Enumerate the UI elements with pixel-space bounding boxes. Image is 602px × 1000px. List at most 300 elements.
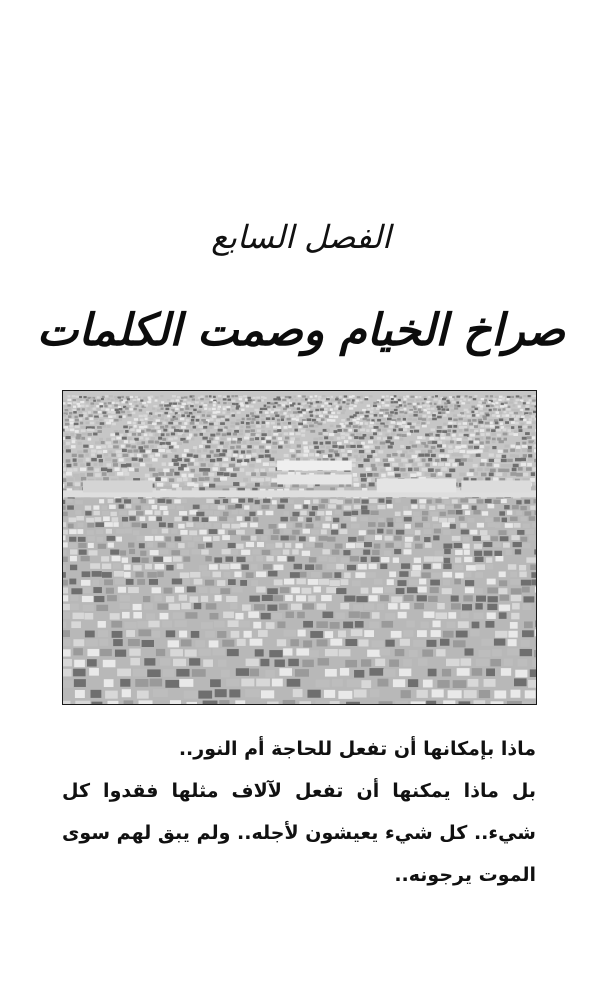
tent xyxy=(344,395,347,397)
tent xyxy=(455,550,463,555)
tent xyxy=(340,603,349,609)
tent xyxy=(418,408,421,410)
tent xyxy=(309,446,313,449)
tent xyxy=(290,449,295,452)
tent xyxy=(98,544,106,549)
tent xyxy=(105,395,109,397)
tent xyxy=(295,523,302,528)
tent xyxy=(66,464,71,468)
tent xyxy=(89,417,93,420)
tent xyxy=(354,483,360,487)
tent xyxy=(450,398,454,400)
tent xyxy=(423,412,426,414)
tent xyxy=(332,441,337,444)
tent xyxy=(403,428,407,431)
tent xyxy=(429,433,433,436)
tent xyxy=(215,500,220,504)
tent xyxy=(414,408,417,410)
tent xyxy=(256,418,259,421)
tent xyxy=(80,473,85,477)
tent xyxy=(169,446,173,449)
tent xyxy=(465,648,474,655)
tent xyxy=(166,499,171,503)
tent xyxy=(372,587,383,593)
tent xyxy=(290,639,299,646)
tent xyxy=(534,407,536,409)
tent xyxy=(152,631,161,638)
tent xyxy=(63,402,65,404)
tent xyxy=(235,504,241,508)
tent xyxy=(75,510,81,514)
tent xyxy=(427,411,430,413)
tent xyxy=(491,536,498,541)
tent xyxy=(287,556,294,561)
tent xyxy=(127,433,131,436)
tent xyxy=(260,469,265,473)
tent xyxy=(222,524,230,529)
tent xyxy=(228,505,236,509)
tent xyxy=(375,446,380,449)
tent xyxy=(183,440,188,443)
tent xyxy=(64,446,69,449)
tent xyxy=(408,411,412,413)
tent xyxy=(256,459,261,462)
tent xyxy=(145,399,149,401)
tent xyxy=(511,613,519,619)
tent xyxy=(191,419,194,422)
tent xyxy=(222,411,225,413)
tent xyxy=(474,425,478,428)
tent xyxy=(386,395,389,397)
tent xyxy=(267,433,271,436)
tent xyxy=(166,472,173,476)
tent xyxy=(174,445,179,448)
tent xyxy=(402,473,407,477)
tent xyxy=(153,415,157,418)
tent xyxy=(217,580,225,586)
tent xyxy=(209,484,215,488)
tent xyxy=(318,396,321,398)
tent xyxy=(226,679,239,687)
tent xyxy=(363,550,370,555)
tent xyxy=(532,436,536,439)
tent xyxy=(181,397,184,399)
tent xyxy=(448,422,453,425)
tent xyxy=(99,639,108,646)
tent xyxy=(457,453,463,456)
tent xyxy=(129,510,137,514)
tent xyxy=(334,430,338,433)
tent xyxy=(241,462,247,466)
tent xyxy=(102,511,109,515)
tent xyxy=(330,437,334,440)
tent xyxy=(366,449,371,452)
tent xyxy=(286,405,289,407)
tent xyxy=(498,468,504,472)
tent xyxy=(508,631,517,638)
tent xyxy=(70,433,74,436)
tent xyxy=(480,445,484,448)
tent xyxy=(364,445,370,448)
tent xyxy=(369,564,377,570)
tent xyxy=(66,449,71,452)
tent xyxy=(160,658,170,665)
tent xyxy=(145,564,152,570)
tent xyxy=(499,605,510,611)
tent xyxy=(203,449,207,452)
tent xyxy=(433,621,441,628)
tent xyxy=(324,408,327,410)
tent xyxy=(486,405,490,407)
tent xyxy=(251,458,255,461)
tent xyxy=(322,612,333,618)
tent xyxy=(188,398,191,400)
tent xyxy=(115,398,118,400)
tent xyxy=(174,429,179,432)
tent xyxy=(281,535,289,540)
tent xyxy=(332,549,340,554)
tent xyxy=(128,639,140,646)
tent xyxy=(218,659,227,666)
tent xyxy=(181,639,192,646)
tent xyxy=(472,450,478,453)
tent xyxy=(155,564,164,570)
tent xyxy=(335,613,344,619)
tent xyxy=(519,565,526,571)
tent xyxy=(288,422,291,425)
tent xyxy=(114,404,118,406)
tent xyxy=(198,458,204,461)
tent xyxy=(194,434,198,437)
tent xyxy=(95,522,104,527)
tent xyxy=(309,425,314,428)
tent xyxy=(212,408,216,410)
tent xyxy=(454,504,462,508)
tent xyxy=(422,402,425,404)
tent xyxy=(290,437,295,440)
tent xyxy=(278,445,283,448)
tent xyxy=(473,464,478,468)
tent xyxy=(493,408,497,410)
tent xyxy=(318,658,330,665)
tent xyxy=(329,557,336,562)
tent xyxy=(404,398,407,400)
tent xyxy=(86,405,89,407)
tent xyxy=(345,499,352,503)
tent xyxy=(461,530,469,535)
tent xyxy=(268,430,271,433)
tent xyxy=(512,603,520,609)
tent xyxy=(265,477,270,481)
tent xyxy=(359,436,365,439)
tent xyxy=(302,551,310,556)
tent xyxy=(176,669,189,677)
tent xyxy=(344,572,351,578)
tent xyxy=(501,459,507,462)
tent xyxy=(471,411,474,413)
tent xyxy=(69,543,77,548)
tent xyxy=(313,499,319,503)
tent xyxy=(143,506,149,510)
tent xyxy=(296,595,306,601)
tent xyxy=(136,506,141,510)
tent xyxy=(414,558,421,563)
tent xyxy=(437,408,440,410)
tent xyxy=(353,405,356,407)
tent xyxy=(227,468,234,472)
tent xyxy=(361,505,367,509)
tent xyxy=(91,458,97,461)
tent xyxy=(107,425,111,428)
tent xyxy=(286,415,289,418)
tent xyxy=(396,530,404,535)
tent xyxy=(522,442,526,445)
tent xyxy=(115,402,119,404)
tent xyxy=(146,450,151,453)
tent xyxy=(486,564,493,570)
tent xyxy=(307,690,320,698)
tent xyxy=(500,595,510,601)
tent xyxy=(387,436,392,439)
tent xyxy=(64,405,68,407)
tent xyxy=(420,399,423,401)
tent xyxy=(473,472,478,476)
tent xyxy=(331,530,338,535)
tent xyxy=(195,404,198,406)
tent xyxy=(503,419,506,422)
tent xyxy=(252,449,256,452)
tent xyxy=(188,542,195,547)
tent xyxy=(443,423,446,426)
tent xyxy=(102,572,112,578)
tent xyxy=(440,512,446,516)
tent xyxy=(487,587,498,593)
tent xyxy=(209,395,211,397)
tent xyxy=(218,429,223,432)
tent xyxy=(78,454,83,457)
tent xyxy=(76,398,79,400)
tent xyxy=(380,469,386,473)
tent xyxy=(215,437,219,440)
tent xyxy=(519,411,522,413)
tent xyxy=(251,580,258,586)
tent xyxy=(245,398,248,400)
tent xyxy=(450,404,453,406)
tent xyxy=(184,458,189,461)
tent xyxy=(291,604,302,610)
tent xyxy=(422,511,428,515)
tent xyxy=(476,659,490,666)
tent xyxy=(145,536,154,541)
tent xyxy=(264,530,270,535)
tent xyxy=(437,603,445,609)
tent xyxy=(354,429,358,432)
tent xyxy=(231,441,236,444)
tent xyxy=(488,596,498,602)
tent xyxy=(320,442,324,445)
tent xyxy=(295,543,302,548)
tent xyxy=(194,603,201,609)
tent xyxy=(253,622,261,629)
tent xyxy=(177,478,182,482)
tent xyxy=(257,542,264,547)
tent xyxy=(531,415,535,418)
tent xyxy=(175,408,179,410)
tent xyxy=(348,453,352,456)
tent xyxy=(181,499,187,503)
tent xyxy=(532,399,536,401)
tent xyxy=(511,535,519,540)
tent xyxy=(371,557,380,562)
tent xyxy=(187,482,194,486)
tent xyxy=(192,411,196,413)
tent xyxy=(328,504,336,508)
tent xyxy=(197,450,201,453)
tent xyxy=(184,396,188,398)
tent xyxy=(456,478,462,482)
tent xyxy=(487,504,494,508)
tent xyxy=(334,450,338,453)
tent xyxy=(481,433,485,436)
tent xyxy=(129,649,140,656)
tent xyxy=(448,612,456,618)
tent xyxy=(251,472,256,476)
tent xyxy=(498,409,501,411)
tent xyxy=(106,438,111,441)
tent xyxy=(350,445,355,448)
tent xyxy=(223,499,228,503)
tent xyxy=(395,512,401,516)
tent xyxy=(245,402,248,404)
tent xyxy=(214,523,220,528)
tent xyxy=(203,659,213,666)
tent xyxy=(148,440,154,443)
tent xyxy=(180,530,187,535)
tent xyxy=(290,404,294,406)
tent xyxy=(93,587,102,593)
tent xyxy=(113,522,118,527)
tent xyxy=(138,629,151,636)
tent xyxy=(224,572,231,578)
tent xyxy=(388,414,393,417)
tent xyxy=(375,535,382,540)
tent xyxy=(63,580,68,586)
tent xyxy=(303,441,308,444)
tent xyxy=(101,445,106,448)
tent xyxy=(240,404,244,406)
tent xyxy=(333,518,339,523)
tent xyxy=(220,467,226,471)
tent xyxy=(343,516,351,521)
tent xyxy=(102,396,105,398)
tent xyxy=(534,650,536,657)
tent xyxy=(345,405,349,407)
tent xyxy=(399,571,408,577)
tent xyxy=(520,418,524,421)
tent xyxy=(232,409,235,411)
tent xyxy=(97,396,100,398)
tent xyxy=(305,398,308,400)
tent xyxy=(491,429,496,432)
tent xyxy=(203,426,207,429)
tent xyxy=(222,463,228,467)
tent xyxy=(202,411,205,413)
tent xyxy=(73,669,85,677)
tent xyxy=(468,419,471,422)
tent xyxy=(380,648,390,655)
tent xyxy=(432,441,437,444)
tent xyxy=(297,444,301,447)
tent xyxy=(397,434,402,437)
tent xyxy=(315,395,318,397)
tent xyxy=(474,395,477,397)
tent xyxy=(290,441,294,444)
tent xyxy=(139,409,142,411)
tent xyxy=(209,437,213,440)
tent xyxy=(198,425,203,428)
tent xyxy=(67,404,70,406)
tent xyxy=(124,700,134,704)
tent xyxy=(363,418,368,421)
tent xyxy=(406,454,411,457)
tent xyxy=(442,444,446,447)
tent xyxy=(323,421,326,424)
tent xyxy=(77,403,81,405)
tent xyxy=(97,408,101,410)
tent xyxy=(236,405,240,407)
tent xyxy=(480,429,484,432)
tent xyxy=(144,458,150,461)
tent xyxy=(122,437,127,440)
tent xyxy=(394,536,402,541)
tent xyxy=(402,434,407,437)
tent xyxy=(368,440,373,443)
tent xyxy=(500,464,506,468)
tent xyxy=(510,398,514,400)
tent xyxy=(235,403,238,405)
tent xyxy=(400,639,410,646)
tent xyxy=(190,428,193,431)
tent xyxy=(535,620,536,627)
tent xyxy=(177,405,180,407)
tent xyxy=(247,418,251,421)
tent xyxy=(411,504,417,508)
tent xyxy=(529,399,532,401)
tent xyxy=(107,469,112,473)
tent xyxy=(528,457,534,460)
tent xyxy=(141,441,145,444)
tent xyxy=(227,453,232,456)
tent xyxy=(407,433,411,436)
tent xyxy=(532,467,536,471)
tent xyxy=(346,702,360,704)
tent xyxy=(128,450,133,453)
tent xyxy=(337,437,341,440)
tent xyxy=(215,689,227,697)
tent xyxy=(515,409,519,411)
tent xyxy=(220,438,225,441)
tent xyxy=(428,669,437,677)
tent xyxy=(469,423,473,426)
tent xyxy=(122,468,128,472)
tent xyxy=(250,669,259,677)
tent xyxy=(458,418,462,421)
tent xyxy=(70,549,77,554)
tent xyxy=(83,415,87,418)
tent xyxy=(405,537,413,542)
tent xyxy=(72,454,77,457)
tent xyxy=(105,408,109,410)
